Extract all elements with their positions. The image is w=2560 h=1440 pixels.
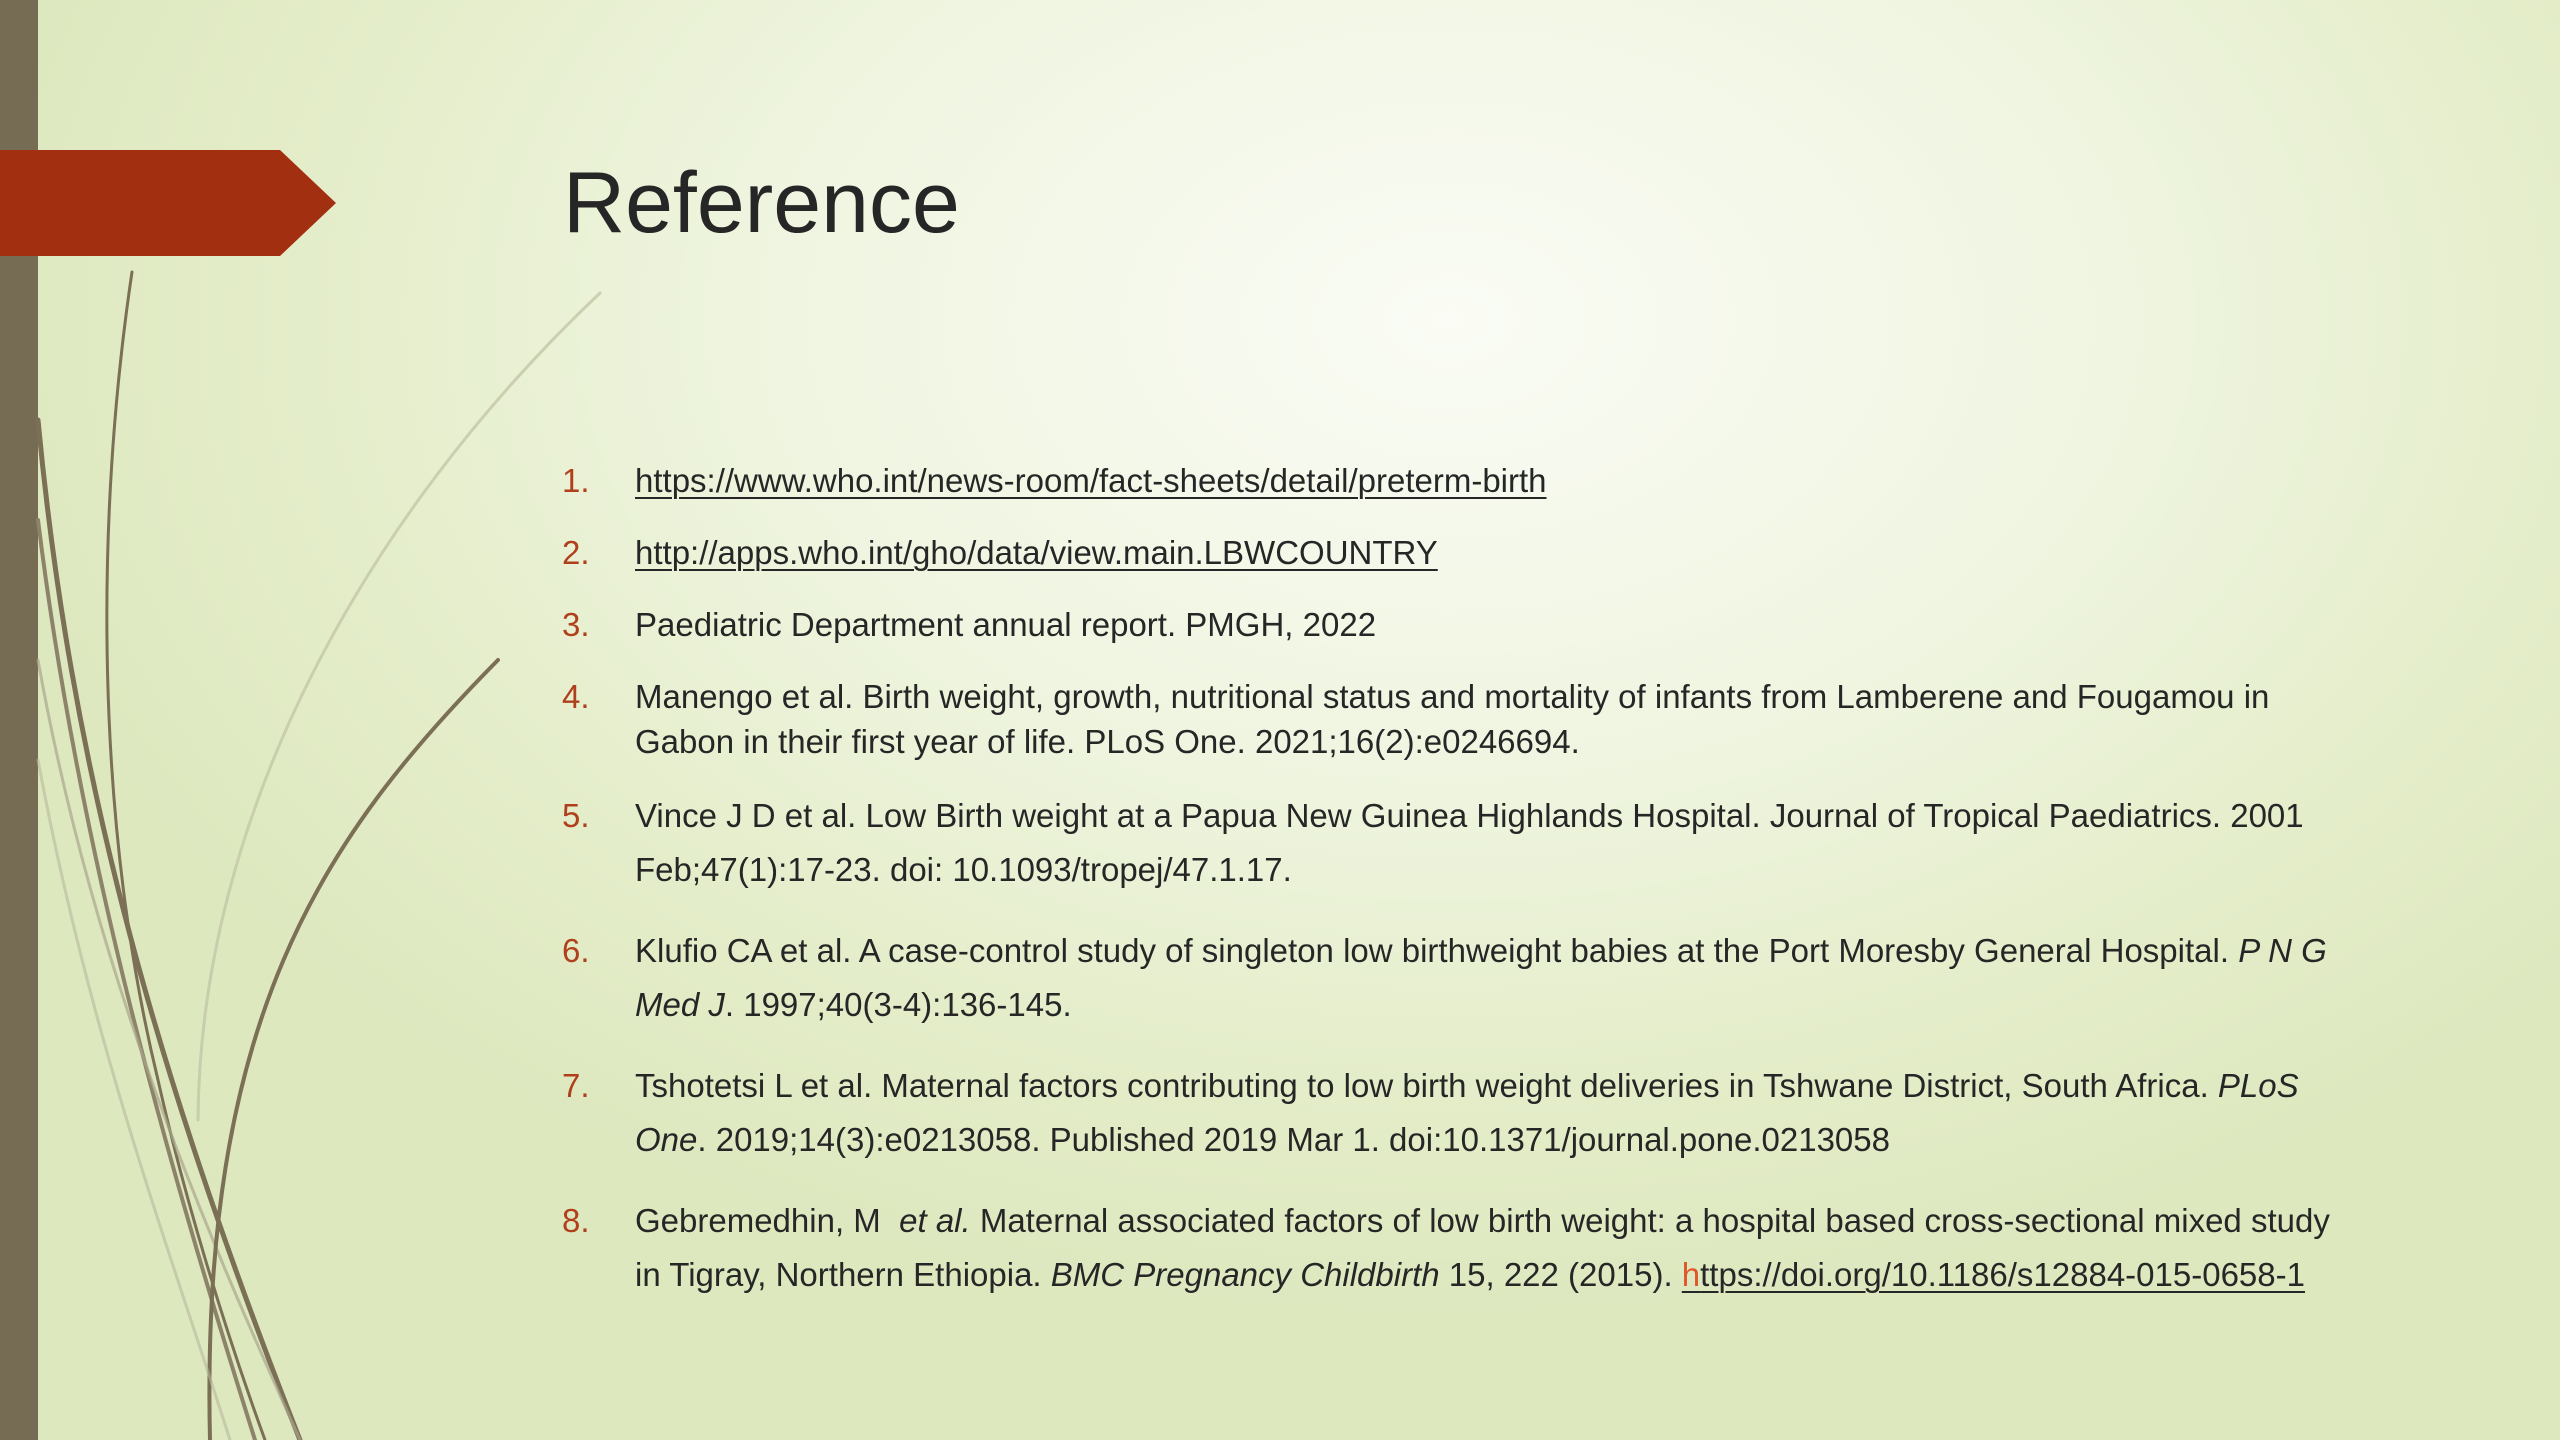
reference-item-5	[562, 789, 2392, 897]
reference-text: Tshotetsi L et al. Maternal factors contributing to low birth weight deliveries in Tshwane District, South Africa.	[635, 1067, 2218, 1104]
reference-item-4	[562, 674, 2392, 764]
reference-item-8	[562, 1194, 2392, 1302]
reference-number: 7.	[562, 1067, 590, 1104]
doi-link-first-char: h	[1681, 1256, 1701, 1293]
reference-text: Klufio CA et al. A case-control study of singleton low birthweight babies at the Port Moresby General Hospital.	[635, 932, 2239, 969]
reference-link-who-preterm[interactable]: https://www.who.int/news-room/fact-sheets/detail/preterm-birth	[635, 462, 1547, 499]
doi-link-rest: ttps://doi.org/10.1186/s12884-015-0658-1	[1700, 1256, 2305, 1293]
reference-number: 1.	[562, 462, 590, 499]
reference-journal: Med J	[635, 986, 725, 1023]
reference-text-line-2: Gabon in their first year of life. PLoS One. 2021;16(2):e0246694.	[635, 723, 1580, 760]
reference-text-line-2: Feb;47(1):17-23. doi: 10.1093/tropej/47.1.17.	[635, 851, 1292, 888]
reference-number: 2.	[562, 534, 590, 571]
reference-text-line-1: Vince J D et al. Low Birth weight at a Papua New Guinea Highlands Hospital. Journal of Tropical Paediatrics. 2001	[635, 797, 2304, 834]
reference-number: 6.	[562, 932, 590, 969]
reference-etal: et al.	[899, 1202, 971, 1239]
reference-journal: PLoS	[2217, 1067, 2299, 1104]
reference-number: 3.	[562, 606, 590, 643]
reference-list	[562, 458, 2392, 1302]
reference-link-doi[interactable]	[1682, 1256, 2305, 1293]
reference-number: 8.	[562, 1202, 590, 1239]
reference-number: 5.	[562, 797, 590, 834]
reference-text: Paediatric Department annual report. PMGH, 2022	[635, 606, 1377, 643]
reference-item-6	[562, 924, 2392, 1032]
title-accent-arrow	[0, 150, 336, 256]
reference-item-2	[562, 530, 2392, 575]
reference-journal: One	[635, 1121, 698, 1158]
reference-item-1	[562, 458, 2392, 503]
reference-text: . 1997;40(3-4):136-145.	[724, 986, 1072, 1023]
reference-text: 15, 222 (2015).	[1439, 1256, 1682, 1293]
reference-number: 4.	[562, 678, 590, 715]
reference-text: in Tigray, Northern Ethiopia.	[635, 1256, 1051, 1293]
reference-item-3	[562, 602, 2392, 647]
reference-author: Gebremedhin, M	[635, 1202, 900, 1239]
reference-journal: BMC Pregnancy Childbirth	[1050, 1256, 1440, 1293]
slide-title: Reference	[563, 155, 960, 251]
reference-text: . 2019;14(3):e0213058. Published 2019 Mar 1. doi:10.1371/journal.pone.0213058	[697, 1121, 1890, 1158]
reference-text-line-1: Manengo et al. Birth weight, growth, nutritional status and mortality of infants from Lamberene and Fougamou in	[635, 678, 2270, 715]
reference-item-7	[562, 1059, 2392, 1167]
reference-text: Maternal associated factors of low birth weight: a hospital based cross-sectional mixed study	[970, 1202, 2330, 1239]
reference-journal: P N G	[2238, 932, 2327, 969]
reference-link-who-lbw[interactable]: http://apps.who.int/gho/data/view.main.LBWCOUNTRY	[635, 534, 1438, 571]
